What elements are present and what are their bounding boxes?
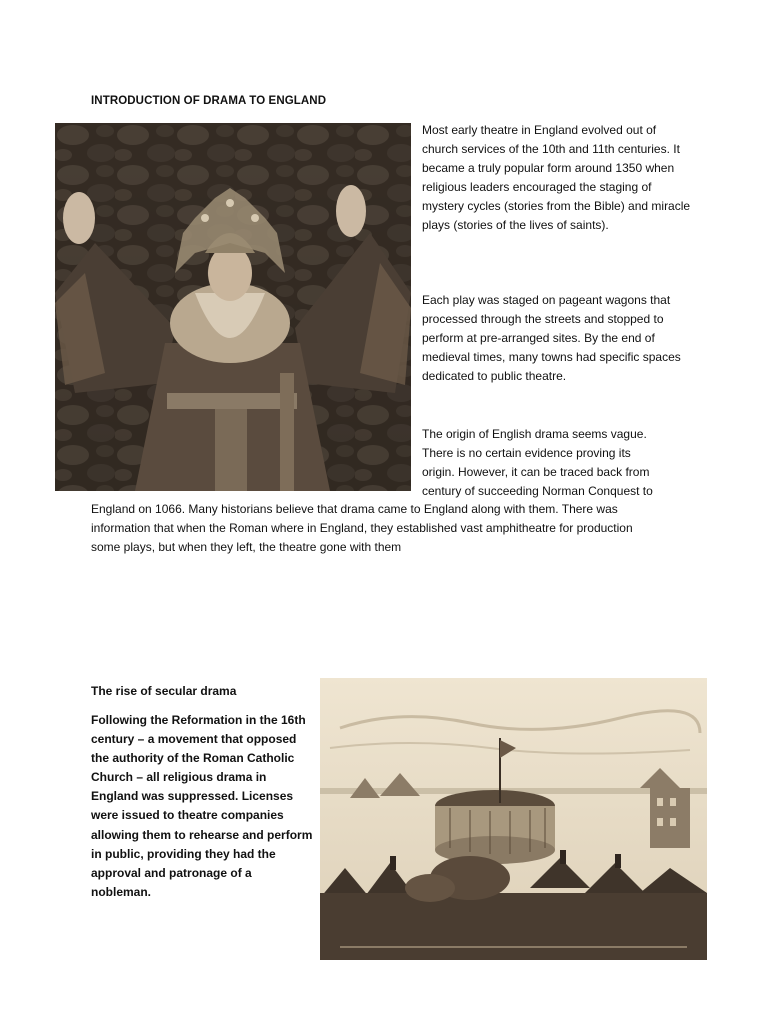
origin-line: There is no certain evidence proving its (422, 446, 631, 461)
costumed-figure-photo (55, 123, 411, 491)
origin-continued-line: information that when the Roman where in England, they established vast amphitheatre for production (91, 521, 633, 536)
section-heading-secular-drama: The rise of secular drama (91, 684, 237, 698)
costumed-figure-illustration (55, 123, 411, 491)
paragraph-pageant-wagons: Each play was staged on pageant wagons that processed through the streets and stopped to perform at pre-arranged sites. By the end of medieval times, many towns had specific spaces dedicated to public theatre. (422, 293, 681, 384)
origin-line: century of succeeding Norman Conquest to (422, 484, 653, 499)
document-heading: INTRODUCTION OF DRAMA TO ENGLAND (91, 95, 327, 107)
paragraph-origin-continued (91, 500, 691, 557)
origin-line: The origin of English drama seems vague. (422, 427, 647, 441)
paragraph-origin (422, 425, 692, 501)
paragraph-early-theatre: Most early theatre in England evolved out of church services of the 10th and 11th centuries. It became a truly popular form around 1350 when religious leaders encouraged the staging of mystery cycles (stories from the Bible) and miracle plays (stories of the lives of saints). (422, 123, 691, 233)
origin-continued-line: some plays, but when they left, the theatre gone with them (91, 540, 402, 555)
paragraph-reformation: Following the Reformation in the 16th century – a movement that opposed the authority of the Roman Catholic Church – all religious drama in England was suppressed. Licenses were issued to theatre companies allowing them to rehearse and perform in public, providing they had the approval and patronage of a nobleman. (91, 713, 313, 899)
origin-continued-line: England on 1066. Many historians believe that drama came to England along with them. There was (91, 502, 618, 516)
origin-line: origin. However, it can be traced back from (422, 465, 650, 480)
globe-engraving-illustration (320, 678, 707, 960)
globe-theatre-engraving (320, 678, 707, 960)
